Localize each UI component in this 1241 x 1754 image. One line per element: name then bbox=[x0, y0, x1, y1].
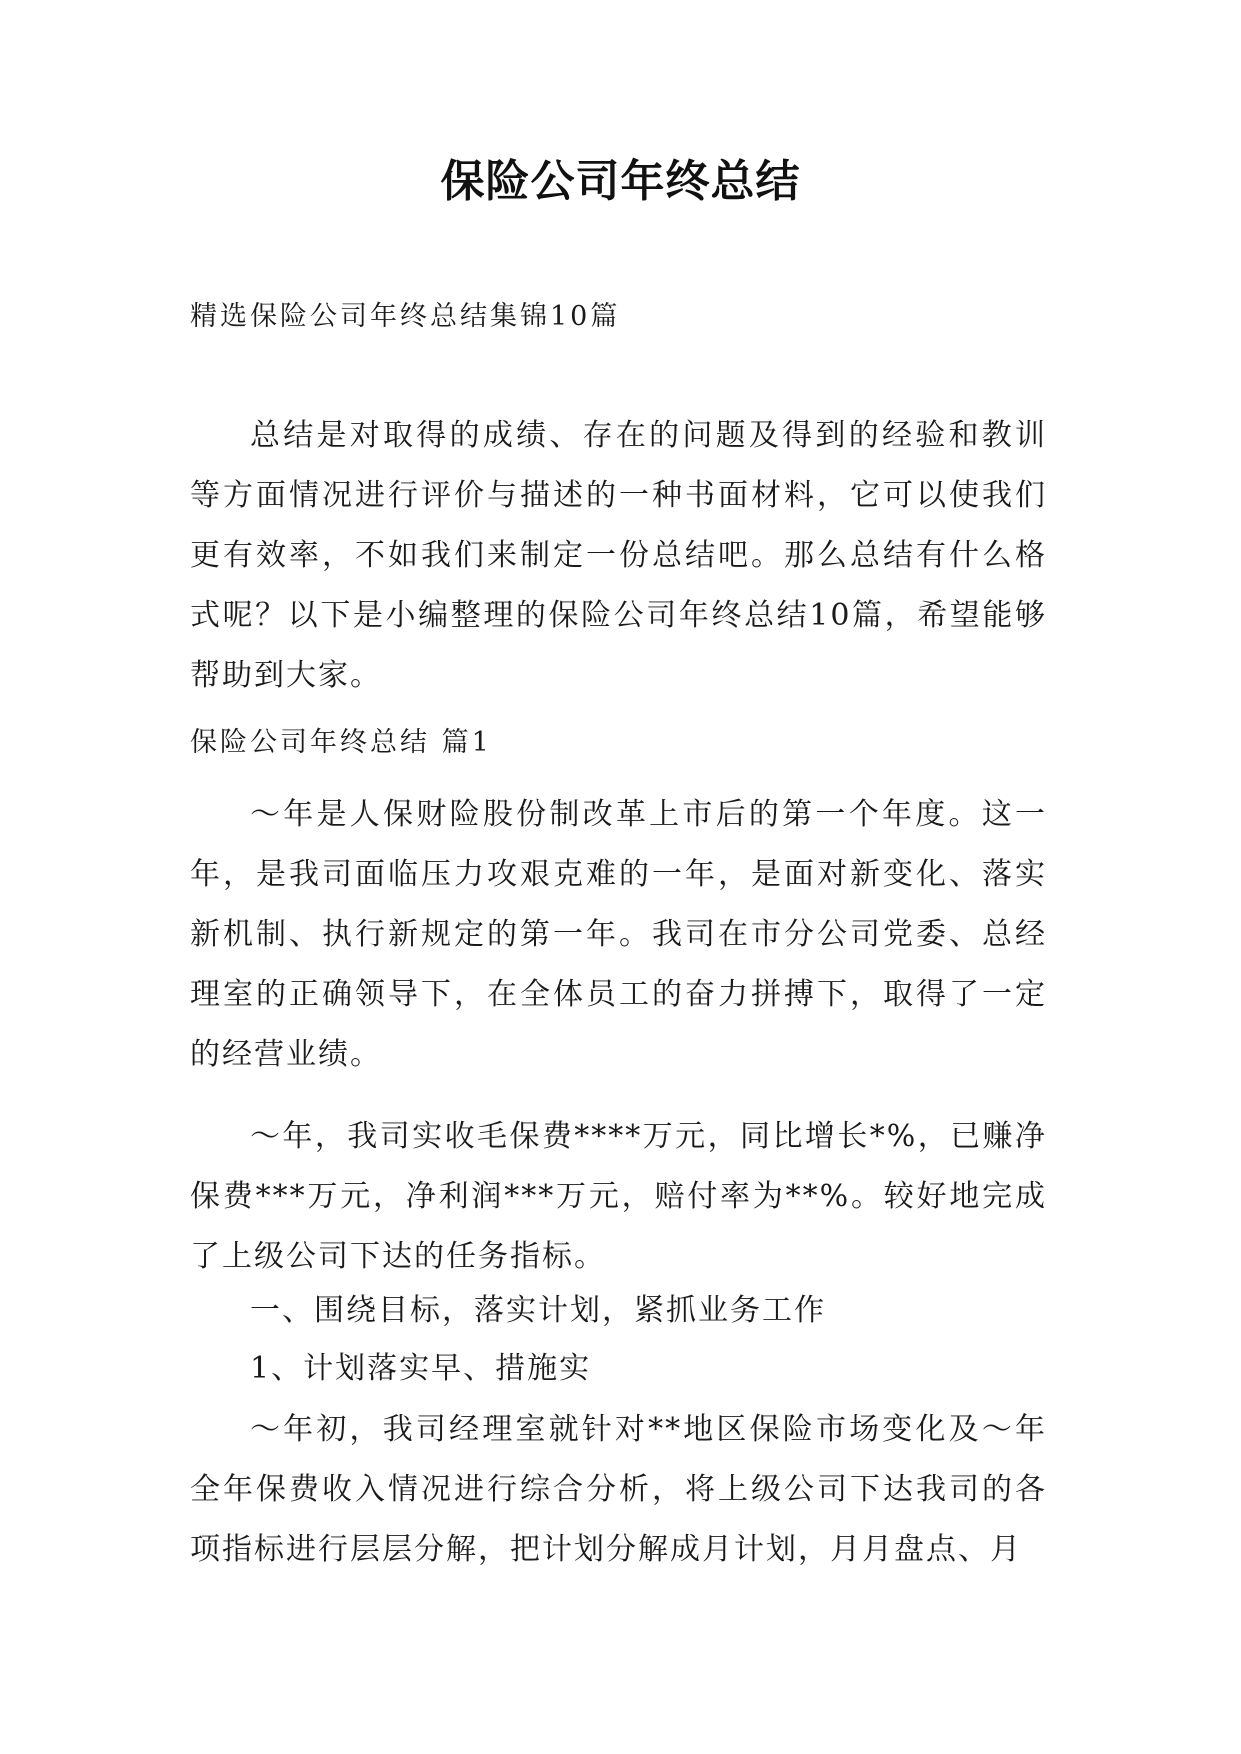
body-paragraph: ～年初，我司经理室就针对**地区保险市场变化及～年全年保费收入情况进行综合分析，将上级公司下达我司的各项指标进行层层分解，把计划分解成月计划，月月盘点、月 bbox=[190, 1412, 1047, 1567]
body-heading-level2: 1、计划落实早、措施实 bbox=[250, 1351, 592, 1386]
document-title: 保险公司年终总结 bbox=[440, 156, 801, 207]
document-subtitle: 精选保险公司年终总结集锦10篇 bbox=[190, 301, 621, 332]
intro-paragraph: 总结是对取得的成绩、存在的问题及得到的经验和教训等方面情况进行评价与描述的一种书面材料，它可以使我们更有效率，不如我们来制定一份总结吧。那么总结有什么格式呢？以下是小编整理的保险公司年终总结10篇，希望能够帮助到大家。 bbox=[190, 418, 1047, 693]
body-paragraph: ～年是人保财险股份制改革上市后的第一个年度。这一年，是我司面临压力攻艰克难的一年，是面对新变化、落实新机制、执行新规定的第一年。我司在市分公司党委、总经理室的正确领导下，在全体员工的奋力拼搏下，取得了一定的经营业绩。 bbox=[190, 797, 1047, 1072]
body-paragraph: ～年，我司实收毛保费****万元，同比增长*%，已赚净保费***万元，净利润***万元，赔付率为**%。较好地完成了上级公司下达的任务指标。 bbox=[190, 1119, 1047, 1274]
body-heading-level1: 一、围绕目标，落实计划，紧抓业务工作 bbox=[250, 1293, 826, 1328]
section-heading: 保险公司年终总结 篇1 bbox=[190, 727, 492, 758]
